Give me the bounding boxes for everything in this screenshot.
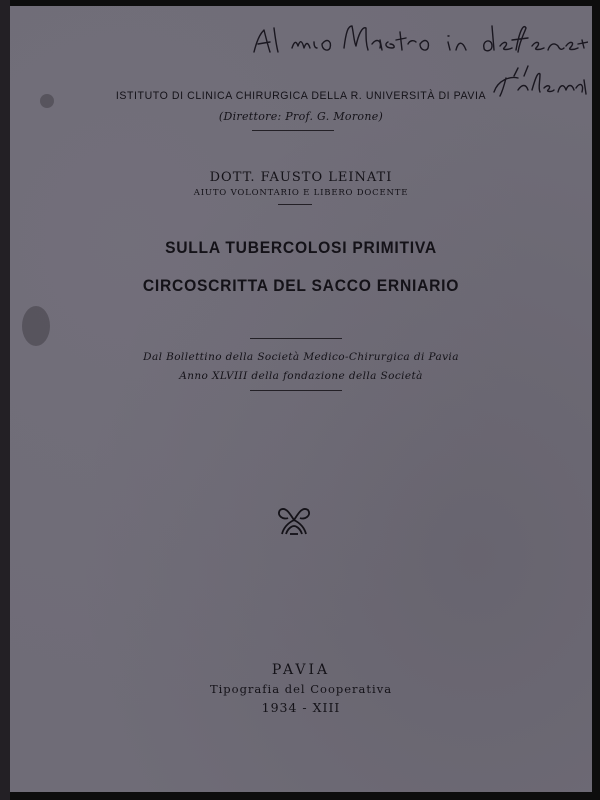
scan-edge — [0, 0, 10, 800]
title-line-1: SULLA TUBERCOLOSI PRIMITIVA — [165, 238, 437, 257]
imprint-printer: Tipografia del Cooperativa — [209, 682, 393, 696]
title-line-2: CIRCOSCRITTA DEL SACCO ERNIARIO — [142, 276, 460, 295]
imprint-year: 1934 - XIII — [261, 700, 341, 715]
source-line-1: Dal Bollettino della Società Medico-Chirurgica di Pavia — [143, 351, 459, 363]
divider — [250, 338, 342, 339]
institute-line: ISTITUTO DI CLINICA CHIRURGICA DELLA R. UNIVERSITÀ DI PAVIA — [115, 90, 487, 102]
imprint-city: PAVIA — [271, 662, 331, 678]
author-name: DOTT. FAUSTO LEINATI — [209, 170, 393, 185]
divider — [278, 204, 312, 205]
paper-stain — [22, 306, 50, 346]
document-page — [10, 6, 592, 792]
divider — [252, 130, 334, 131]
author-role: AIUTO VOLONTARIO E LIBERO DOCENTE — [193, 188, 409, 198]
handwritten-dedication — [248, 18, 588, 98]
director-line: (Direttore: Prof. G. Morone) — [218, 110, 384, 123]
printer-mark-icon — [276, 506, 312, 536]
divider — [250, 390, 342, 391]
source-line-2: Anno XLVIII della fondazione della Società — [179, 370, 423, 382]
